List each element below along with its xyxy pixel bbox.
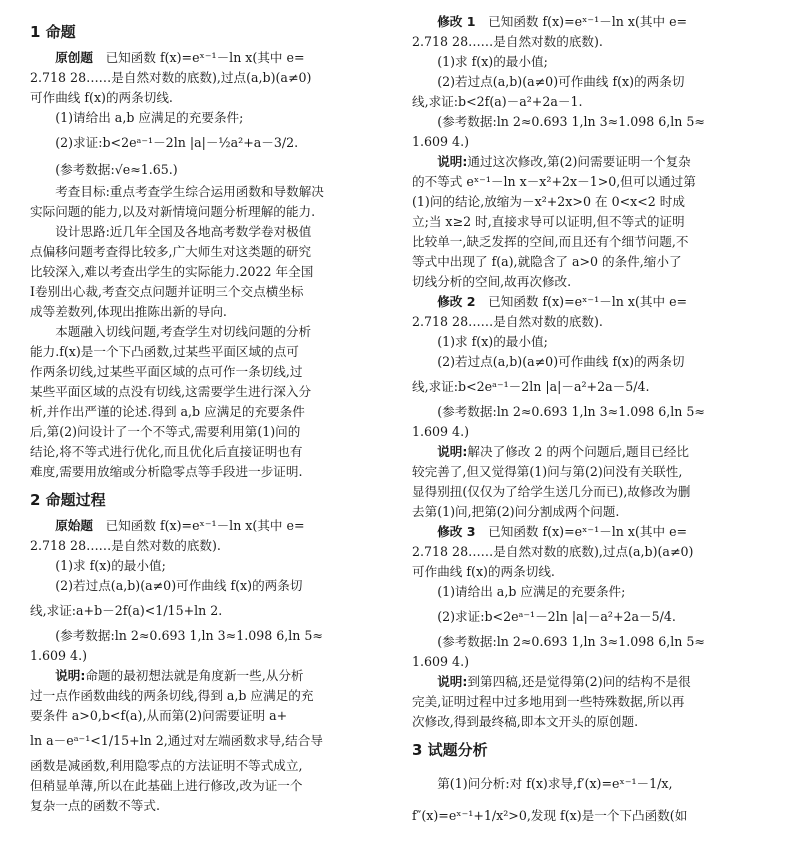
initial-problem: 原始题 已知函数 f(x)=eˣ⁻¹－ln x(其中 e=: [55, 518, 305, 533]
section-1-title: 1 命题: [30, 23, 76, 41]
modification-1-note: 说明:通过这次修改,第(2)问需要证明一个复杂: [437, 154, 691, 169]
section-2-title: 2 命题过程: [30, 491, 106, 509]
initial-note: 说明:命题的最初想法就是角度新一些,从分析: [55, 668, 304, 683]
left-column: 1 命题 原创题 已知函数 f(x)=eˣ⁻¹－ln x(其中 e= 2.718 28……是自然对数的底数),过点(a,b)(a≠0) 可作曲线 f(x)的两条切线. (1)请给出 a,b 应满足的充要条件; (2)求证:b<2eᵃ⁻¹－2ln |a|－½a²+a－3/2. (参考数据:√e≈1.65.) 考查目标:重点考查学生综合运用函数和导数解决 实际问题的能力,以及对新情境问题分析理解的能力. 设计思路:近几年全国及各地高考数学卷对极值 点偏移问题考查得比较多,广大师生对这类题的研究 比较深入,难以考查出学生的实际能力.2022 年全国 Ⅰ卷别出心裁,考查交点问题并证明三个交点横坐标 成等差数列,体现出推陈出新的导向. 本题融入切线问题,考查学生对切线问题的分析 能力.f(x)是一个下凸函数,过某些平面区域的点可 作两条切线,过某些平面区域的点可作一条切线,过 某些平面区域的点没有切线,这需要学生进行深入分 析,并作出严谨的论述.得到 a,b 应满足的充要条件 后,第(2)问设计了一个不等式,需要利用第(1)问的 结论,将不等式进行优化,而且优化后直接证明也有 难度,需要用放缩或分析隐零点等手段进一步证明. 2 命题过程 原始题 已知函数 f(x)=eˣ⁻¹－ln x(其中 e= 2.718 28……是自然对数的底数). (1)求 f(x)的最小值; (2)若过点(a,b)(a≠0)可作曲线 f(x)的两条切 线,求证:a+b－2f(a)<1/15+ln 2. (参考数据:ln 2≈0.693 1,ln 3≈1.098 6,ln 5≈ 1.609 4.) 说明:命题的最初想法就是角度新一些,从分析 过一点作函数曲线的两条切线,得到 a,b 应满足的充 要条件 a>0,b<f(a),从而第(2)问需要证明 a+ ln a－eᵃ⁻¹<1/15+ln 2,通过对左端函数求导,结合导 函数是减函数,利用隐零点的方法证明不等式成立, 但稍显单薄,所以在此基础上进行修改,改为证一个 复杂一点的函数不等式.: [30, 0, 390, 816]
modification-3-note: 说明:到第四稿,还是觉得第(2)问的结构不是很: [437, 674, 691, 689]
section-3-title: 3 试题分析: [412, 741, 488, 759]
original-label: 原创题: [55, 50, 93, 65]
modification-2-note: 说明:解决了修改 2 的两个问题后,题目已经比: [437, 444, 689, 459]
original-problem: 原创题 已知函数 f(x)=eˣ⁻¹－ln x(其中 e=: [55, 50, 305, 65]
modification-2: 修改 2 已知函数 f(x)=eˣ⁻¹－ln x(其中 e=: [437, 294, 688, 309]
right-column: 修改 1 已知函数 f(x)=eˣ⁻¹－ln x(其中 e= 2.718 28……是自然对数的底数). (1)求 f(x)的最小值; (2)若过点(a,b)(a≠0)可作曲线 f(x)的两条切 线,求证:b<2f(a)－a²+2a－1. (参考数据:ln 2≈0.693 1,ln 3≈1.098 6,ln 5≈ 1.609 4.) 说明:通过这次修改,第(2)问需要证明一个复杂 的不等式 eˣ⁻¹－ln x－x²+2x－1>0,但可以通过第 (1)问的结论,放缩为－x²+2x>0 在 0<x<2 时成 立;当 x≥2 时,直接求导可以证明,但不等式的证明 比较单一,缺乏发挥的空间,而且还有个细节问题,不 等式中出现了 f(a),就隐含了 a>0 的条件,缩小了 切线分析的空间,故再次修改. 修改 2 已知函数 f(x)=eˣ⁻¹－ln x(其中 e= 2.718 28……是自然对数的底数). (1)求 f(x)的最小值; (2)若过点(a,b)(a≠0)可作曲线 f(x)的两条切 线,求证:b<2eᵃ⁻¹－2ln |a|－a²+2a－5/4. (参考数据:ln 2≈0.693 1,ln 3≈1.098 6,ln 5≈ 1.609 4.) 说明:解决了修改 2 的两个问题后,题目已经比 较完善了,但又觉得第(1)问与第(2)问没有关联性, 显得别扭(仅仅为了给学生送几分而已),故修改为删 去第(1)问,把第(2)问分割成两个问题. 修改 3 已知函数 f(x)=eˣ⁻¹－ln x(其中 e= 2.718 28……是自然对数的底数),过点(a,b)(a≠0) 可作曲线 f(x)的两条切线. (1)请给出 a,b 应满足的充要条件; (2)求证:b<2eᵃ⁻¹－2ln |a|－a²+2a－5/4. (参考数据:ln 2≈0.693 1,ln 3≈1.098 6,ln 5≈ 1.609 4.) 说明:到第四稿,还是觉得第(2)问的结构不是很 完美,证明过程中过多地用到一些特殊数据,所以再 次修改,得到最终稿,即本文开头的原创题. 3 试题分析 第(1)问分析:对 f(x)求导,f′(x)=eˣ⁻¹－1/x, f″(x)=eˣ⁻¹+1/x²>0,发现 f(x)是一个下凸函数(如: [412, 0, 784, 832]
modification-1: 修改 1 已知函数 f(x)=eˣ⁻¹－ln x(其中 e=: [437, 14, 688, 29]
modification-3: 修改 3 已知函数 f(x)=eˣ⁻¹－ln x(其中 e=: [437, 524, 688, 539]
initial-label: 原始题: [55, 518, 93, 533]
